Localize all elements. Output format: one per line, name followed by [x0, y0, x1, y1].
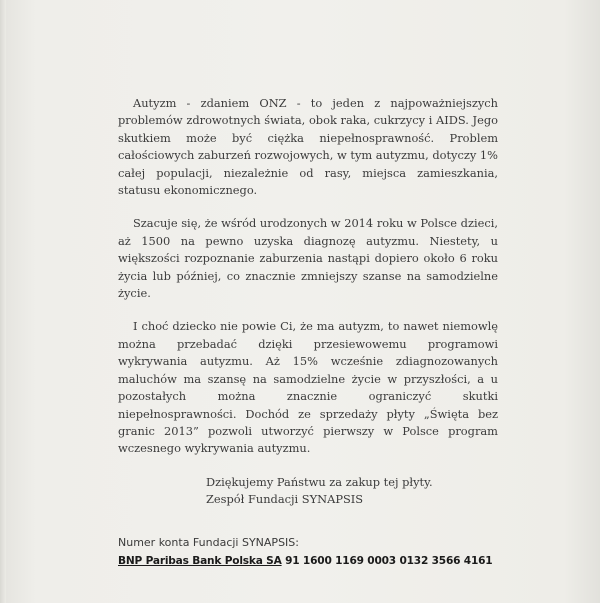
paragraph-autism-intro: Autyzm - zdaniem ONZ - to jeden z najpoważniejszych problemów zdrowotnych świata, obok raka, cukrzycy i AIDS. Jego skutkiem może być ciężka niepełnosprawność. Problem całościowych zaburzeń rozwojowych, w tym autyzmu, dotyczy 1% całej populacji, niezależnie od rasy, miejsca zamieszkania, statusu ekonomicznego. [118, 96, 498, 198]
signature-line: Zespół Fundacji SYNAPSIS [206, 492, 364, 507]
paragraph-screening-program: I choć dziecko nie powie Ci, że ma autyzm, to nawet niemowlę można przebadać dzięki przesiewowemu programowi wykrywania autyzmu. Aż 15% wcześnie zdiagnozowanych maluchów ma szansę na samodzielne życie w przyszłości, a u pozostałych można znacznie ograniczyć skutki niepełnosprawności. Dochód ze sprzedaży płyty „Święta bez granic 2013” pozwoli utworzyć pierwszy w Polsce program wczesnego wykrywania autyzmu. [118, 319, 498, 456]
page-edge-shadow [0, 0, 6, 603]
account-details [118, 552, 498, 571]
bank-account-block [118, 533, 498, 571]
booklet-text [118, 95, 498, 571]
bank-name: BNP Paribas Bank Polska SA [118, 554, 282, 567]
thanks-block [118, 474, 498, 509]
account-number: 91 1600 1169 0003 0132 3566 4161 [285, 554, 493, 567]
thanks-line: Dziękujemy Państwu za zakup tej płyty. [206, 474, 433, 489]
account-label: Numer konta Fundacji SYNAPSIS: [118, 535, 299, 549]
paragraph-diagnosis-estimate: Szacuje się, że wśród urodzonych w 2014 roku w Polsce dzieci, aż 1500 na pewno uzyska diagnozę autyzmu. Niestety, u większości rozpoznanie zaburzenia nastąpi dopiero około 6 roku życia lub później, co znacznie zmniejszy szanse na samodzielne życie. [118, 216, 498, 301]
